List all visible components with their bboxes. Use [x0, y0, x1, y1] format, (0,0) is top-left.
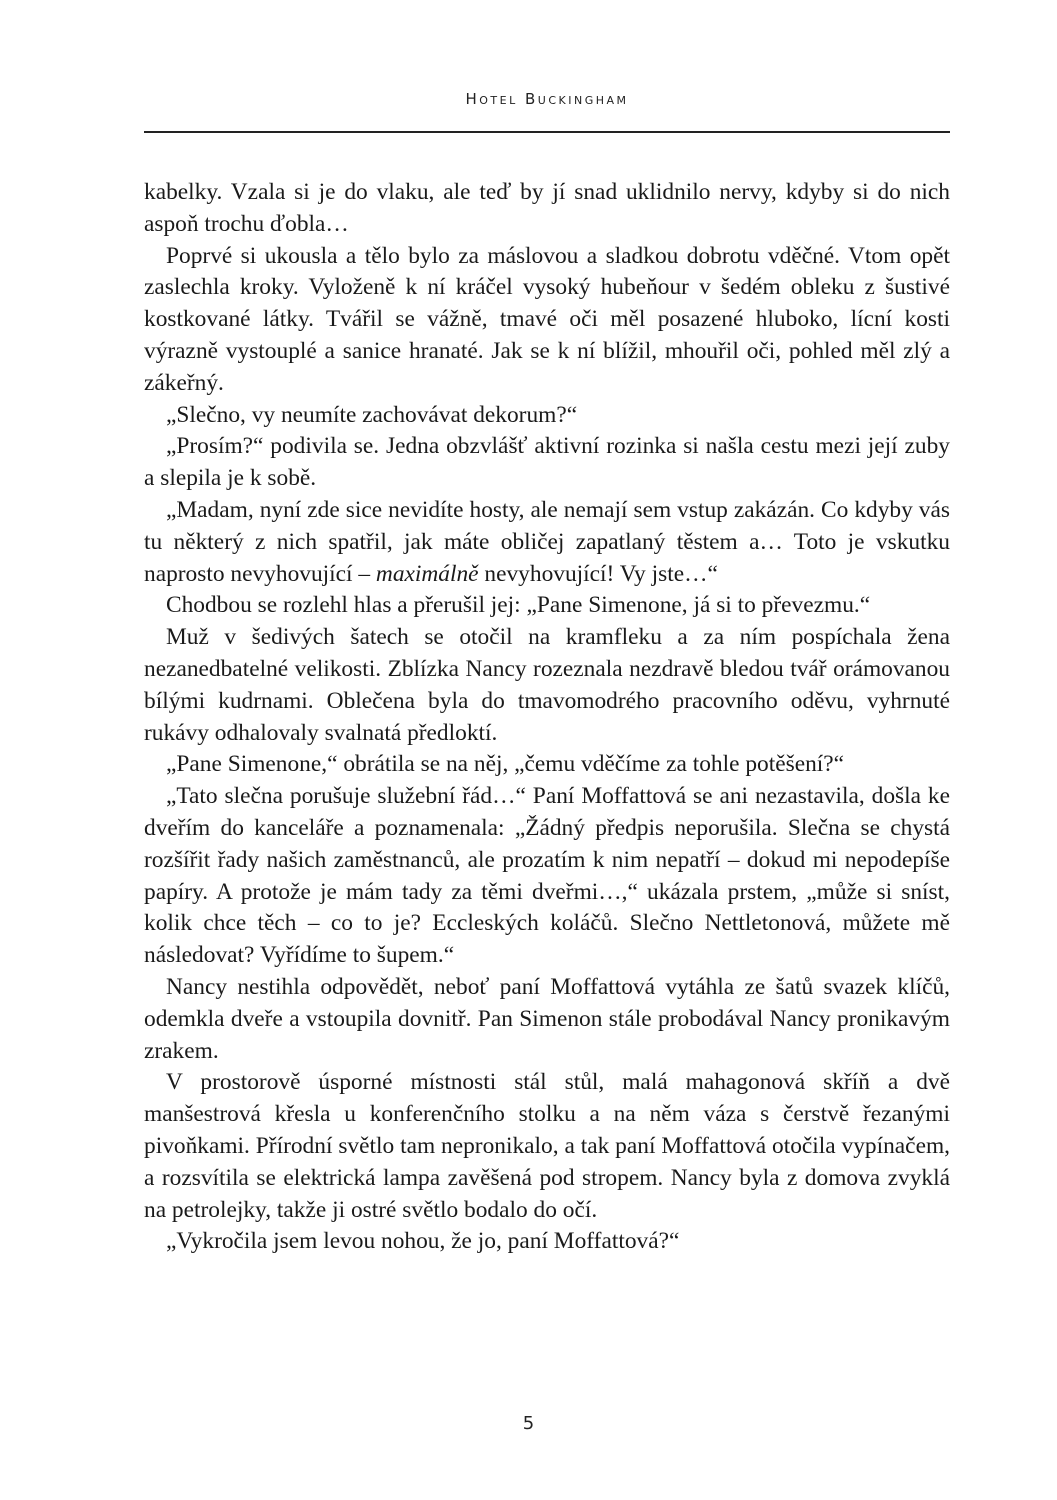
paragraph: „Vykročila jsem levou nohou, že jo, paní Moffattová?“	[166, 1228, 680, 1255]
paragraph-text: nevyhovující! Vy jste…“	[478, 560, 718, 587]
body-text	[144, 177, 950, 1258]
paragraph: „Tato slečna porušuje služební řád…“ Paní Moffattová se ani nezastavila, došla ke dveřím do kanceláře a poznamenala: „Žádný předpis neporušila. Slečna se chystá rozšířit řady našich zaměstnanců, ale prozatím k nim nepatří – dokud mi nepodepíše papíry. A protože je mám tady za těmi dveřmi…,“ ukázala prstem, „může si sníst, kolik chce těch – co to je? Eccleských koláčů. Slečno Nettletonová, můžete mě následovat? Vyřídíme to šupem.“	[144, 783, 950, 969]
page-number: 5	[522, 1413, 535, 1434]
paragraph: V prostorově úsporné místnosti stál stůl, malá mahagonová skříň a dvě manšestrová křesla u konferenčního stolku a na něm váza s čerstvě řezanými pivoňkami. Přírodní světlo tam nepronikalo, a tak paní Moffattová otočila vypínačem, a rozsvítila se elektrická lampa zavěšená pod stropem. Nancy byla z domova zvyklá na petrolejky, takže ji ostré světlo bodalo do očí.	[144, 1069, 950, 1223]
paragraph: kabelky. Vzala si je do vlaku, ale teď by jí snad uklidnilo nervy, kdyby si do nich aspoň trochu ďobla…	[144, 179, 950, 237]
paragraph: Muž v šedivých šatech se otočil na kramfleku a za ním pospíchala žena nezanedbatelné velikosti. Zblízka Nancy rozeznala nezdravě bledou tvář orámovanou bílými kudrnami. Oblečena byla do tmavomodrého pracovního oděvu, vyhrnuté rukávy odhalovaly svalnatá předloktí.	[144, 624, 950, 746]
paragraph: „Pane Simenone,“ obrátila se na něj, „čemu vděčíme za tohle potěšení?“	[166, 751, 845, 778]
paragraph: Poprvé si ukousla a tělo bylo za máslovou a sladkou dobrotu vděčné. Vtom opět zaslechla kroky. Vyloženě k ní kráčel vysoký hubeňour v šedém obleku z šustivé kostkované látky. Tvářil se vážně, tmavé oči měl posazené hluboko, lícní kosti výrazně vystouplé a sanice hranaté. Jak se k ní blížil, mhouřil oči, pohled měl zlý a zákeřný.	[144, 242, 950, 396]
paragraph: Nancy nestihla odpovědět, neboť paní Moffattová vytáhla ze šatů svazek klíčů, odemkla dveře a vstoupila dovnitř. Pan Simenon stále probodával Nancy pronikavým zrakem.	[144, 973, 950, 1064]
header-rule	[144, 131, 950, 133]
paragraph	[144, 495, 950, 590]
paragraph: „Slečno, vy neumíte zachovávat dekorum?“	[166, 401, 578, 428]
running-header: Hotel Buckingham	[465, 90, 629, 108]
paragraph: Chodbou se rozlehl hlas a přerušil jej: „Pane Simenone, já si to převezmu.“	[166, 592, 871, 619]
paragraph-text: „Madam, nyní zde sice nevidíte hosty, ale nemají sem vstup zakázán. Co kdyby vás tu některý z nich spatřil, jak máte obličej zapatlaný těstem a… Toto je vskutku naprosto nevyhovující –	[144, 496, 950, 587]
paragraph: „Prosím?“ podivila se. Jedna obzvlášť aktivní rozinka si našla cestu mezi její zuby a slepila je k sobě.	[144, 433, 950, 492]
emphasis-text: maximálně	[375, 560, 479, 587]
